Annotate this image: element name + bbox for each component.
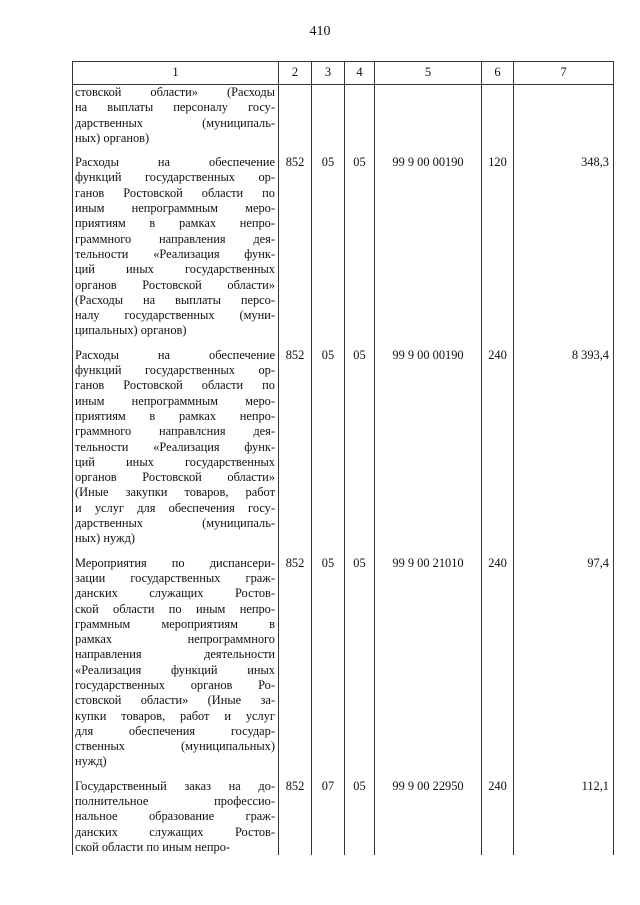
description-line: Государственный заказ на до-	[75, 778, 275, 793]
description-line: рамках непрограммного	[75, 632, 275, 647]
section-code: 05	[312, 547, 345, 770]
expense-type-code: 240	[482, 339, 514, 547]
description-line: ных) органов)	[75, 130, 150, 145]
section-code: 07	[312, 770, 345, 855]
target-article-code: 99 9 00 00190	[375, 339, 482, 547]
chapter-code	[279, 85, 312, 147]
description-line: функций государственных ор-	[75, 170, 275, 185]
description-line: купки товаров, работ и услуг	[75, 708, 275, 723]
description-line: дарственных (муниципаль-	[75, 115, 275, 130]
description-line: ской области по иным непро-	[75, 839, 231, 854]
subsection-code: 05	[345, 547, 375, 770]
table-row	[73, 547, 614, 770]
target-article-code: 99 9 00 00190	[375, 146, 482, 339]
description-line: данских служащих Ростов-	[75, 586, 275, 601]
amount: 8 393,4	[514, 339, 614, 547]
description-line: (Иные закупки товаров, работ	[75, 485, 275, 500]
chapter-code: 852	[279, 770, 312, 855]
amount	[514, 85, 614, 147]
table-header-row	[73, 62, 614, 85]
description-line: нальное образование граж-	[75, 809, 275, 824]
description-line: государственных органов Ро-	[75, 677, 275, 692]
amount: 348,3	[514, 146, 614, 339]
column-header: 5	[375, 62, 482, 85]
column-header: 1	[73, 62, 279, 85]
table-row	[73, 85, 614, 147]
description-line: иным непрограммным меро-	[75, 393, 275, 408]
subsection-code: 05	[345, 770, 375, 855]
column-header: 3	[312, 62, 345, 85]
description-line: ций иных государственных	[75, 262, 275, 277]
description-line: ской области по иным непро-	[75, 601, 275, 616]
description-line: на выплаты персоналу госу-	[75, 100, 275, 115]
budget-table	[72, 61, 614, 855]
subsection-code	[345, 85, 375, 147]
description-line: ственных (муниципальных)	[75, 739, 275, 754]
description-line: ганов Ростовской области по	[75, 378, 275, 393]
description-line: стовской области» (Иные за-	[75, 693, 275, 708]
table-row	[73, 770, 614, 855]
description-line: ций иных государственных	[75, 454, 275, 469]
column-header: 6	[482, 62, 514, 85]
target-article-code	[375, 85, 482, 147]
expense-type-code: 240	[482, 547, 514, 770]
description-line: ципальных) органов)	[75, 323, 187, 338]
target-article-code: 99 9 00 22950	[375, 770, 482, 855]
column-header: 4	[345, 62, 375, 85]
row-description	[73, 339, 279, 547]
description-line: Мероприятия по диспансери-	[75, 555, 275, 570]
description-line: нужд)	[75, 754, 107, 769]
description-line: функций государственных ор-	[75, 363, 275, 378]
subsection-code: 05	[345, 339, 375, 547]
description-line: «Реализация функций иных	[75, 662, 275, 677]
description-line: (Расходы на выплаты персо-	[75, 292, 275, 307]
description-line: ганов Ростовской области по	[75, 185, 275, 200]
chapter-code: 852	[279, 339, 312, 547]
description-line: дарственных (муниципаль-	[75, 516, 275, 531]
chapter-code: 852	[279, 146, 312, 339]
amount: 97,4	[514, 547, 614, 770]
expense-type-code: 120	[482, 146, 514, 339]
description-line: граммного направления дея-	[75, 231, 275, 246]
description-line: граммного направлсния дея-	[75, 424, 275, 439]
amount: 112,1	[514, 770, 614, 855]
description-line: тельности «Реализация функ-	[75, 439, 275, 454]
target-article-code: 99 9 00 21010	[375, 547, 482, 770]
description-line: граммным мероприятиям в	[75, 616, 275, 631]
section-code: 05	[312, 146, 345, 339]
section-code	[312, 85, 345, 147]
subsection-code: 05	[345, 146, 375, 339]
description-line: тельности «Реализация функ-	[75, 246, 275, 261]
table-row	[73, 339, 614, 547]
description-line: ных) нужд)	[75, 531, 136, 546]
row-description	[73, 85, 279, 147]
column-header: 7	[514, 62, 614, 85]
description-line: приятиям в рамках непро-	[75, 216, 275, 231]
table-row	[73, 146, 614, 339]
description-line: направления деятельности	[75, 647, 275, 662]
description-line: зации государственных граж-	[75, 570, 275, 585]
section-code: 05	[312, 339, 345, 547]
expense-type-code	[482, 85, 514, 147]
description-line: и услуг для обеспечения госу-	[75, 500, 275, 515]
description-line: для обеспечения государ-	[75, 723, 275, 738]
expense-type-code: 240	[482, 770, 514, 855]
description-line: данских служащих Ростов-	[75, 824, 275, 839]
description-line: Расходы на обеспечение	[75, 347, 275, 362]
row-description	[73, 547, 279, 770]
chapter-code: 852	[279, 547, 312, 770]
row-description	[73, 770, 279, 855]
column-header: 2	[279, 62, 312, 85]
row-description	[73, 146, 279, 339]
description-line: приятиям в рамках непро-	[75, 408, 275, 423]
description-line: иным непрограммным меро-	[75, 201, 275, 216]
page-number: 410	[309, 24, 331, 39]
description-line: полнительное профессио-	[75, 794, 275, 809]
description-line: органов Ростовской области»	[75, 277, 275, 292]
description-line: органов Ростовской области»	[75, 470, 275, 485]
description-line: налу государственных (муни-	[75, 308, 275, 323]
description-line: стовской области» (Расходы	[75, 85, 275, 99]
description-line: Расходы на обеспечение	[75, 155, 275, 170]
